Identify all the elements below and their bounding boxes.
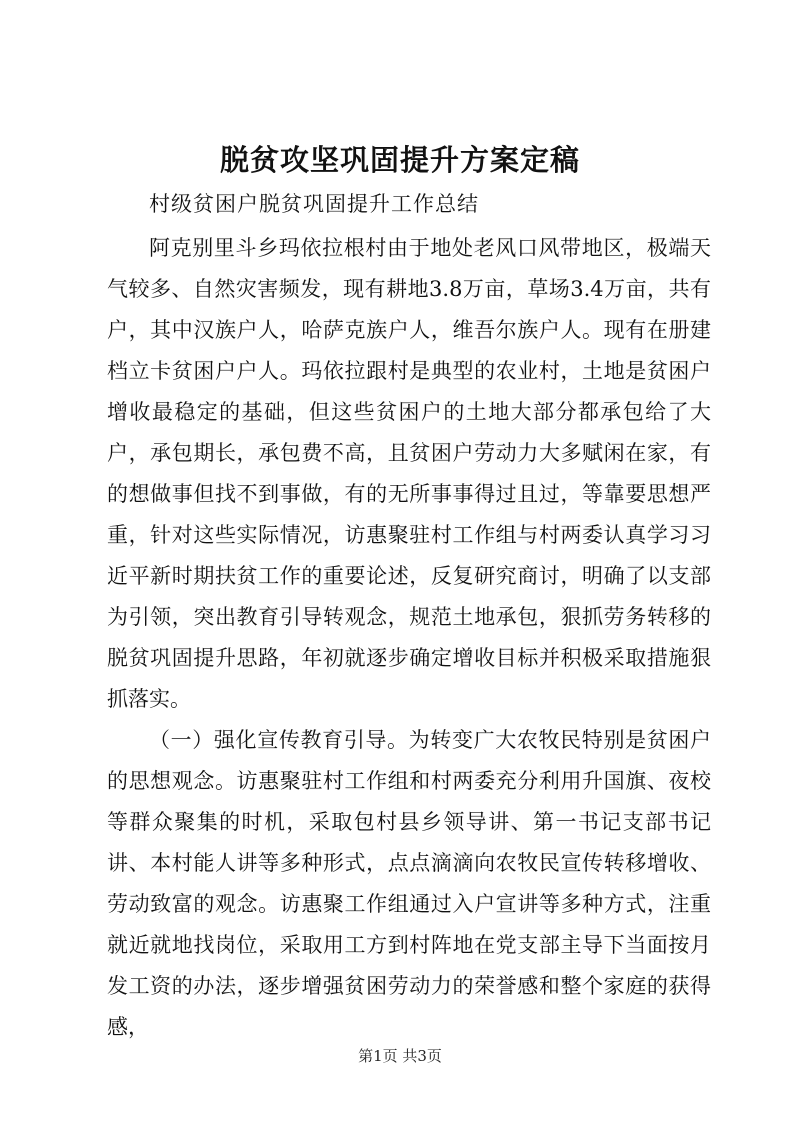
document-body	[107, 228, 711, 1048]
body-paragraph: 阿克别里斗乡玛依拉根村由于地处老风口风带地区，极端天气较多、自然灾害频发，现有耕地3.8万亩，草场3.4万亩，共有户，其中汉族户人，哈萨克族户人，维吾尔族户人。现有在册建档立卡贫困户户人。玛依拉跟村是典型的农业村，土地是贫困户增收最稳定的基础，但这些贫困户的土地大部分都承包给了大户，承包期长，承包费不高，且贫困户劳动力大多赋闲在家，有的想做事但找不到事做，有的无所事事得过且过，等靠要思想严重，针对这些实际情况，访惠聚驻村工作组与村两委认真学习习近平新时期扶贫工作的重要论述，反复研究商讨，明确了以支部为引领，突出教育引导转观念，规范土地承包，狠抓劳务转移的脱贫巩固提升思路，年初就逐步确定增收目标并积极采取措施狠抓落实。	[107, 236, 711, 711]
page-number-footer: 第1页 共3页	[358, 1047, 442, 1065]
document-subtitle: 村级贫困户脱贫巩固提升工作总结	[149, 192, 479, 216]
document-title: 脱贫攻坚巩固提升方案定稿	[219, 143, 580, 177]
body-paragraph: （一）强化宣传教育引导。为转变广大农牧民特别是贫困户的思想观念。访惠聚驻村工作组和村两委充分利用升国旗、夜校等群众聚集的时机，采取包村县乡领导讲、第一书记支部书记讲、本村能人讲等多种形式，点点滴滴向农牧民宣传转移增收、劳动致富的观念。访惠聚工作组通过入户宣讲等多种方式，注重就近就地找岗位，采取用工方到村阵地在党支部主导下当面按月发工资的办法，逐步增强贫困劳动力的荣誉感和整个家庭的获得感，	[107, 728, 711, 1039]
